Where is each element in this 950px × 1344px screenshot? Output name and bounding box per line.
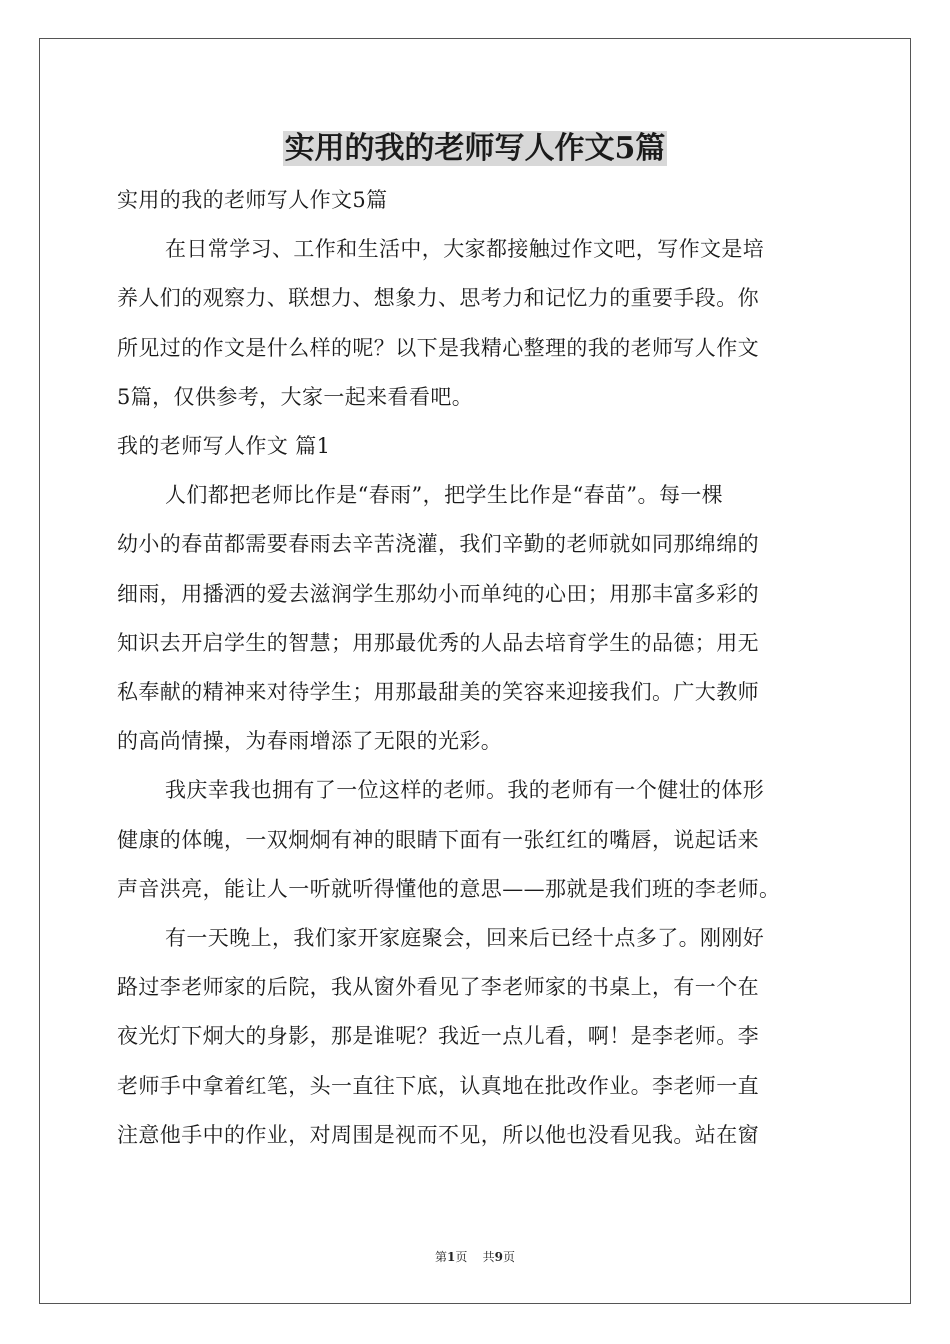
paragraph-line: 注意他手中的作业，对周围是视而不见，所以他也没看见我。站在窗 xyxy=(117,1122,759,1147)
paragraph-line: 的高尚情操，为春雨增添了无限的光彩。 xyxy=(117,729,503,754)
paragraph-line: 幼小的春苗都需要春雨去辛苦浇灌，我们辛勤的老师就如同那绵绵的 xyxy=(117,532,759,557)
page-total: 9 xyxy=(494,1250,503,1264)
section-heading: 我的老师写人作文 篇1 xyxy=(117,434,331,459)
paragraph-line: 健康的体魄，一双炯炯有神的眼睛下面有一张红红的嘴唇，说起话来 xyxy=(117,827,759,852)
paragraph-line: 私奉献的精神来对待学生；用那最甜美的笑容来迎接我们。广大教师 xyxy=(117,680,759,705)
paragraph-line: 老师手中拿着红笔，头一直往下底，认真地在批改作业。李老师一直 xyxy=(117,1073,759,1098)
paragraph-line: 有一天晚上，我们家开家庭聚会，回来后已经十点多了。刚刚好 xyxy=(165,926,765,951)
page-current: 1 xyxy=(446,1250,456,1264)
total-suffix: 页 xyxy=(503,1250,516,1264)
paragraph-line: 路过李老师家的后院，我从窗外看见了李老师家的书桌上，有一个在 xyxy=(117,975,759,1000)
paragraph-line: 我庆幸我也拥有了一位这样的老师。我的老师有一个健壮的体形 xyxy=(165,778,765,803)
paragraph-line: 在日常学习、工作和生活中，大家都接触过作文吧，写作文是培 xyxy=(165,237,765,262)
paragraph-line: 夜光灯下炯大的身影，那是谁呢？我近一点儿看，啊！是李老师。李 xyxy=(117,1024,759,1049)
paragraph-line: 细雨，用播洒的爱去滋润学生那幼小而单纯的心田；用那丰富多彩的 xyxy=(117,581,759,606)
page-suffix: 页 xyxy=(455,1250,468,1264)
page-footer xyxy=(0,1248,950,1265)
page-prefix: 第 xyxy=(434,1250,447,1264)
paragraph-line: 声音洪亮，能让人一听就听得懂他的意思——那就是我们班的李老师。 xyxy=(117,876,781,901)
document-body xyxy=(117,176,837,1160)
paragraph-line: 5篇，仅供参考，大家一起来看看吧。 xyxy=(117,384,474,409)
total-prefix: 共 xyxy=(482,1250,495,1264)
paragraph-line: 知识去开启学生的智慧；用那最优秀的人品去培育学生的品德；用无 xyxy=(117,630,759,655)
paragraph-line: 养人们的观察力、联想力、想象力、思考力和记忆力的重要手段。你 xyxy=(117,286,759,311)
paragraph-line: 所见过的作文是什么样的呢？以下是我精心整理的我的老师写人作文 xyxy=(117,335,759,360)
document-title-text: 实用的我的老师写人作文5篇 xyxy=(284,131,666,166)
subtitle-line: 实用的我的老师写人作文5篇 xyxy=(117,188,388,212)
document-title xyxy=(0,127,950,171)
paragraph-line: 人们都把老师比作是“春雨”，把学生比作是“春苗”。每一棵 xyxy=(165,483,724,508)
